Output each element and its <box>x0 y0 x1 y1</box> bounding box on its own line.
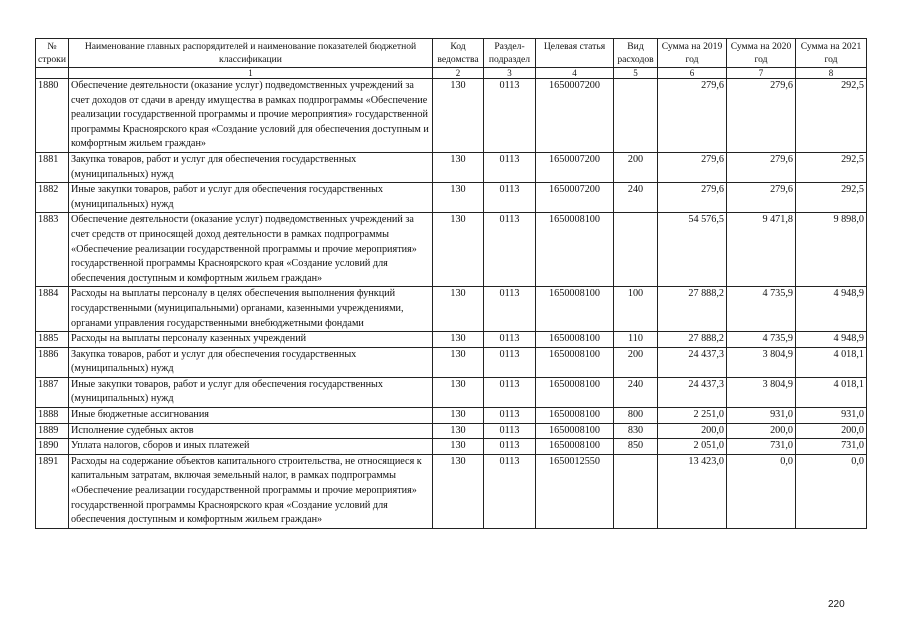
row-expense-kind: 240 <box>614 183 658 213</box>
column-number-cell <box>36 68 69 79</box>
row-expense-kind <box>614 454 658 528</box>
header-target: Целевая статья <box>536 39 614 68</box>
row-sum-2020: 931,0 <box>727 408 796 424</box>
row-expense-kind: 110 <box>614 332 658 348</box>
row-section: 0113 <box>484 79 536 153</box>
row-expense-kind: 100 <box>614 287 658 332</box>
row-sum-2021: 9 898,0 <box>796 213 867 287</box>
column-number-cell: 6 <box>658 68 727 79</box>
row-number: 1885 <box>36 332 69 348</box>
row-sum-2019: 200,0 <box>658 423 727 439</box>
row-sum-2021: 4 018,1 <box>796 347 867 377</box>
row-sum-2020: 0,0 <box>727 454 796 528</box>
row-dept-code: 130 <box>433 439 484 455</box>
column-number-cell: 5 <box>614 68 658 79</box>
row-number: 1890 <box>36 439 69 455</box>
row-sum-2021: 731,0 <box>796 439 867 455</box>
row-sum-2019: 13 423,0 <box>658 454 727 528</box>
column-number-cell: 2 <box>433 68 484 79</box>
row-target-article: 1650008100 <box>536 439 614 455</box>
row-target-article: 1650008100 <box>536 408 614 424</box>
row-expense-kind <box>614 79 658 153</box>
row-dept-code: 130 <box>433 213 484 287</box>
row-dept-code: 130 <box>433 183 484 213</box>
table-row <box>36 213 867 287</box>
row-sum-2021: 4 948,9 <box>796 332 867 348</box>
row-number: 1884 <box>36 287 69 332</box>
row-sum-2019: 2 051,0 <box>658 439 727 455</box>
row-target-article: 1650012550 <box>536 454 614 528</box>
row-sum-2021: 292,5 <box>796 183 867 213</box>
row-number: 1888 <box>36 408 69 424</box>
header-section: Раздел-подраздел <box>484 39 536 68</box>
row-name: Закупка товаров, работ и услуг для обеспечения государственных (муниципальных) нужд <box>69 347 433 377</box>
row-name: Обеспечение деятельности (оказание услуг) подведомственных учреждений за счет доходов от сдачи в аренду имущества в рамках подпрограммы «Обеспечение реализации государственной программы и прочие мероприятия» государственной программы Красноярского края «Создание условий для обеспечения доступным и комфортным жильем граждан» <box>69 79 433 153</box>
row-name: Исполнение судебных актов <box>69 423 433 439</box>
row-sum-2019: 54 576,5 <box>658 213 727 287</box>
header-sum-2019: Сумма на 2019 год <box>658 39 727 68</box>
row-sum-2021: 931,0 <box>796 408 867 424</box>
row-section: 0113 <box>484 332 536 348</box>
row-sum-2019: 2 251,0 <box>658 408 727 424</box>
row-expense-kind: 240 <box>614 377 658 407</box>
row-sum-2020: 4 735,9 <box>727 332 796 348</box>
row-expense-kind: 850 <box>614 439 658 455</box>
row-sum-2019: 279,6 <box>658 152 727 182</box>
table-row <box>36 408 867 424</box>
column-number-cell: 4 <box>536 68 614 79</box>
row-dept-code: 130 <box>433 423 484 439</box>
header-num: № строки <box>36 39 69 68</box>
header-kind: Вид расходов <box>614 39 658 68</box>
row-sum-2021: 292,5 <box>796 152 867 182</box>
table-row <box>36 183 867 213</box>
row-expense-kind <box>614 213 658 287</box>
table-body <box>36 79 867 529</box>
row-dept-code: 130 <box>433 287 484 332</box>
header-row <box>36 39 867 68</box>
row-sum-2020: 731,0 <box>727 439 796 455</box>
row-number: 1882 <box>36 183 69 213</box>
row-target-article: 1650007200 <box>536 152 614 182</box>
row-target-article: 1650008100 <box>536 377 614 407</box>
column-number-cell: 3 <box>484 68 536 79</box>
row-dept-code: 130 <box>433 332 484 348</box>
row-sum-2019: 27 888,2 <box>658 332 727 348</box>
row-dept-code: 130 <box>433 454 484 528</box>
row-sum-2021: 292,5 <box>796 79 867 153</box>
row-section: 0113 <box>484 152 536 182</box>
row-sum-2019: 279,6 <box>658 183 727 213</box>
column-number-cell: 7 <box>727 68 796 79</box>
row-sum-2020: 200,0 <box>727 423 796 439</box>
row-number: 1881 <box>36 152 69 182</box>
page-number: 220 <box>828 599 845 610</box>
row-sum-2020: 9 471,8 <box>727 213 796 287</box>
row-target-article: 1650008100 <box>536 213 614 287</box>
row-target-article: 1650008100 <box>536 347 614 377</box>
row-expense-kind: 200 <box>614 347 658 377</box>
row-number: 1889 <box>36 423 69 439</box>
row-name: Иные закупки товаров, работ и услуг для обеспечения государственных (муниципальных) нужд <box>69 183 433 213</box>
row-sum-2020: 279,6 <box>727 183 796 213</box>
row-name: Иные бюджетные ассигнования <box>69 408 433 424</box>
row-name: Уплата налогов, сборов и иных платежей <box>69 439 433 455</box>
column-number-cell: 1 <box>69 68 433 79</box>
row-sum-2020: 3 804,9 <box>727 377 796 407</box>
row-section: 0113 <box>484 408 536 424</box>
row-section: 0113 <box>484 377 536 407</box>
table-row <box>36 287 867 332</box>
row-section: 0113 <box>484 423 536 439</box>
row-target-article: 1650008100 <box>536 332 614 348</box>
row-target-article: 1650007200 <box>536 183 614 213</box>
row-target-article: 1650008100 <box>536 287 614 332</box>
row-sum-2021: 200,0 <box>796 423 867 439</box>
row-sum-2020: 3 804,9 <box>727 347 796 377</box>
header-sum-2021: Сумма на 2021 год <box>796 39 867 68</box>
row-dept-code: 130 <box>433 408 484 424</box>
row-number: 1880 <box>36 79 69 153</box>
header-sum-2020: Сумма на 2020 год <box>727 39 796 68</box>
row-number: 1883 <box>36 213 69 287</box>
row-dept-code: 130 <box>433 152 484 182</box>
table-row <box>36 439 867 455</box>
row-expense-kind: 800 <box>614 408 658 424</box>
table-row <box>36 377 867 407</box>
header-name: Наименование главных распорядителей и наименование показателей бюджетной классификации <box>69 39 433 68</box>
row-number: 1886 <box>36 347 69 377</box>
row-name: Иные закупки товаров, работ и услуг для обеспечения государственных (муниципальных) нужд <box>69 377 433 407</box>
row-section: 0113 <box>484 183 536 213</box>
row-number: 1891 <box>36 454 69 528</box>
row-sum-2019: 24 437,3 <box>658 377 727 407</box>
table-row <box>36 79 867 153</box>
row-name: Закупка товаров, работ и услуг для обеспечения государственных (муниципальных) нужд <box>69 152 433 182</box>
row-sum-2019: 24 437,3 <box>658 347 727 377</box>
row-expense-kind: 830 <box>614 423 658 439</box>
row-target-article: 1650007200 <box>536 79 614 153</box>
row-sum-2019: 27 888,2 <box>658 287 727 332</box>
budget-table <box>35 38 867 529</box>
table-row <box>36 454 867 528</box>
row-sum-2020: 279,6 <box>727 152 796 182</box>
row-name: Обеспечение деятельности (оказание услуг) подведомственных учреждений за счет средств от приносящей доход деятельности в рамках подпрограммы «Обеспечение реализации государственной программы и прочие мероприятия» государственной программы Красноярского края «Создание условий для обеспечения доступным и комфортным жильем граждан» <box>69 213 433 287</box>
header-dept: Код ведомства <box>433 39 484 68</box>
row-name: Расходы на выплаты персоналу казенных учреждений <box>69 332 433 348</box>
row-sum-2020: 4 735,9 <box>727 287 796 332</box>
row-dept-code: 130 <box>433 347 484 377</box>
table-row <box>36 347 867 377</box>
row-name: Расходы на выплаты персоналу в целях обеспечения выполнения функций государственными (муниципальными) органами, казенными учреждениями, органами управления государственными внебюджетными фондами <box>69 287 433 332</box>
row-dept-code: 130 <box>433 377 484 407</box>
row-sum-2020: 279,6 <box>727 79 796 153</box>
column-number-row <box>36 68 867 79</box>
row-expense-kind: 200 <box>614 152 658 182</box>
row-name: Расходы на содержание объектов капитального строительства, не относящиеся к капитальным затратам, включая земельный налог, в рамках подпрограммы «Обеспечение реализации государственной программы и прочие мероприятия» государственной программы Красноярского края «Создание условий для обеспечения доступным и комфортным жильем граждан» <box>69 454 433 528</box>
row-sum-2019: 279,6 <box>658 79 727 153</box>
row-section: 0113 <box>484 454 536 528</box>
row-number: 1887 <box>36 377 69 407</box>
table-row <box>36 423 867 439</box>
row-sum-2021: 4 018,1 <box>796 377 867 407</box>
row-dept-code: 130 <box>433 79 484 153</box>
row-section: 0113 <box>484 347 536 377</box>
row-section: 0113 <box>484 439 536 455</box>
table-row <box>36 152 867 182</box>
row-sum-2021: 4 948,9 <box>796 287 867 332</box>
column-number-cell: 8 <box>796 68 867 79</box>
row-sum-2021: 0,0 <box>796 454 867 528</box>
table-row <box>36 332 867 348</box>
row-section: 0113 <box>484 287 536 332</box>
row-section: 0113 <box>484 213 536 287</box>
row-target-article: 1650008100 <box>536 423 614 439</box>
